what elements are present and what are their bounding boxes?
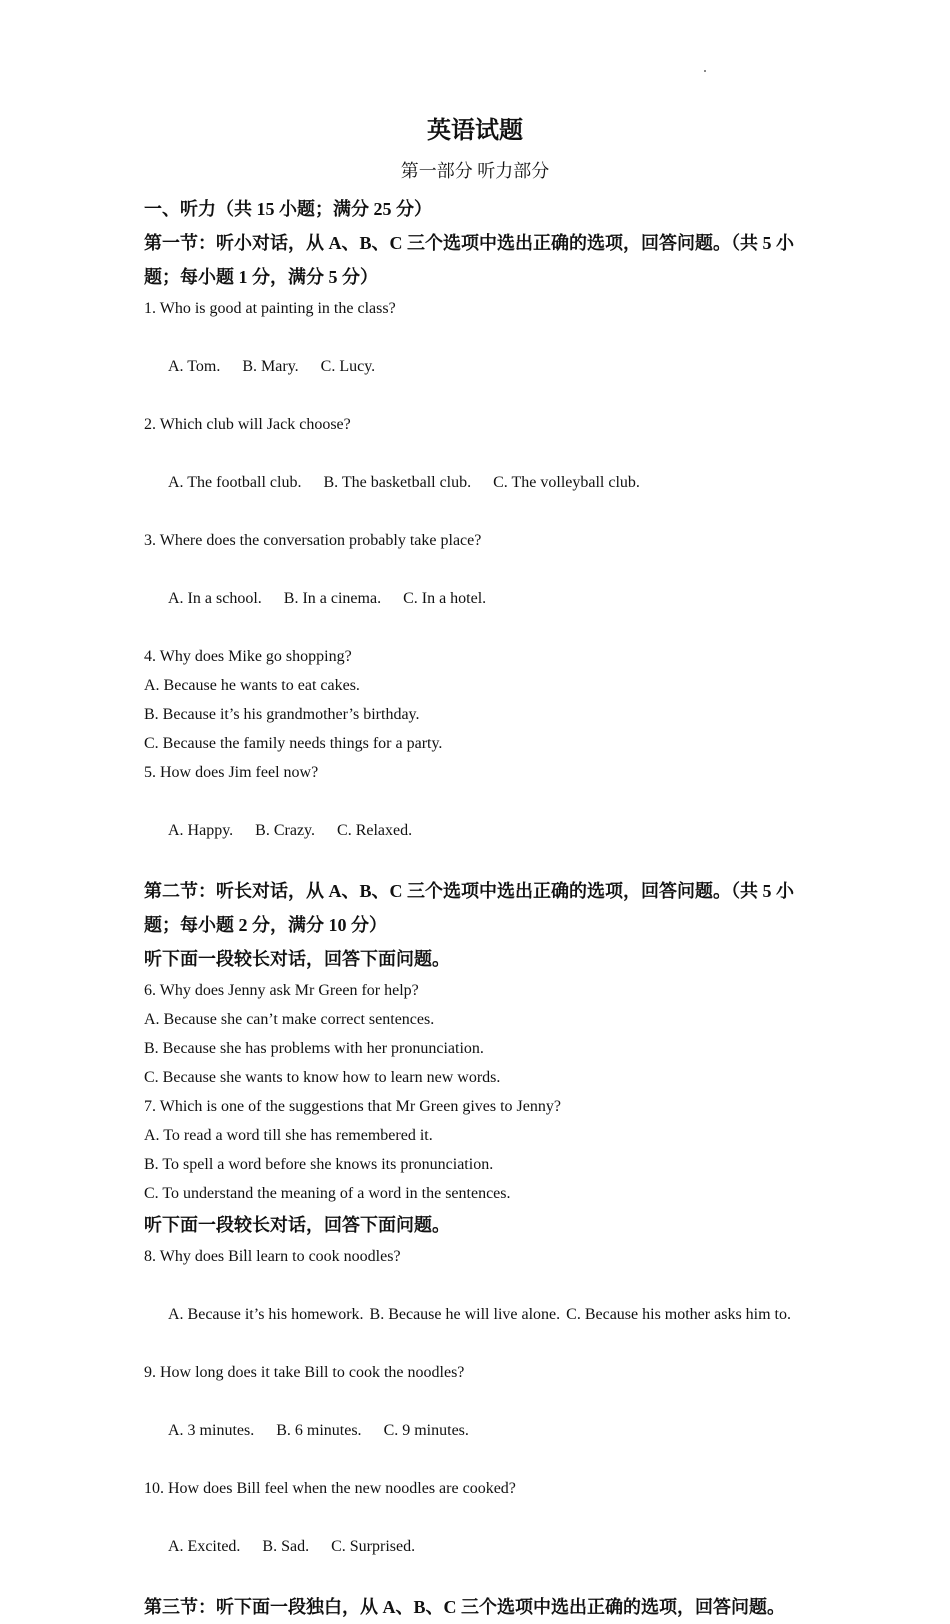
option: B. In a cinema. <box>283 590 382 607</box>
question-9: 9. How long does it take Bill to cook the noodles? <box>144 1364 465 1381</box>
option: B. Sad. <box>262 1538 310 1555</box>
question-6: 6. Why does Jenny ask Mr Green for help? <box>144 982 419 999</box>
option: B. Mary. <box>242 358 299 375</box>
dialog-intro: 听下面一段较长对话，回答下面问题。 <box>144 949 450 969</box>
question-3: 3. Where does the conversation probably take place? <box>144 532 482 549</box>
question-4-option-c: C. Because the family needs things for a party. <box>144 735 443 752</box>
option: A. Tom. <box>168 358 221 375</box>
option: A. The football club. <box>168 474 302 491</box>
question-7-option-c: C. To understand the meaning of a word in the sentences. <box>144 1185 511 1202</box>
option: C. Lucy. <box>320 358 376 375</box>
option: A. Happy. <box>168 822 234 839</box>
option: C. In a hotel. <box>403 590 487 607</box>
option: C. Relaxed. <box>337 822 413 839</box>
question-6-option-a: A. Because she can’t make correct sentences. <box>144 1011 435 1028</box>
option: A. 3 minutes. <box>168 1422 255 1439</box>
option: A. Because it’s his homework. <box>168 1306 364 1323</box>
question-8-options <box>144 1271 824 1358</box>
option: B. Crazy. <box>255 822 316 839</box>
subsection-heading: 第一节：听小对话，从 A、B、C 三个选项中选出正确的选项，回答问题。（共 5 小题；每小题 1 分，满分 5 分） <box>144 233 795 287</box>
question-7-option-a: A. To read a word till she has remembered it. <box>144 1127 433 1144</box>
exam-body <box>144 192 824 1624</box>
option: C. 9 minutes. <box>383 1422 469 1439</box>
option: B. 6 minutes. <box>276 1422 362 1439</box>
question-2: 2. Which club will Jack choose? <box>144 416 351 433</box>
question-1: 1. Who is good at painting in the class? <box>144 300 396 317</box>
question-7-option-b: B. To spell a word before she knows its pronunciation. <box>144 1156 494 1173</box>
question-4-option-b: B. Because it’s his grandmother’s birthday. <box>144 706 420 723</box>
option: B. Because he will live alone. <box>369 1306 561 1323</box>
question-10-options <box>144 1503 824 1590</box>
part-title: 第一部分 听力部分 <box>400 161 550 181</box>
question-4-option-a: A. Because he wants to eat cakes. <box>144 677 360 694</box>
scan-dot <box>704 70 706 72</box>
question-8: 8. Why does Bill learn to cook noodles? <box>144 1248 401 1265</box>
subsection-heading: 第三节：听下面一段独白，从 A、B、C 三个选项中选出正确的选项，回答问题。 <box>144 1597 786 1617</box>
option: A. Excited. <box>168 1538 241 1555</box>
question-5-options <box>144 787 824 874</box>
question-9-options <box>144 1387 824 1474</box>
page-title: 英语试题 <box>427 118 523 144</box>
section-heading: 一、听力（共 15 小题；满分 25 分） <box>144 199 432 219</box>
question-1-options <box>144 323 824 410</box>
option: C. The volleyball club. <box>493 474 640 491</box>
dialog-intro: 听下面一段较长对话，回答下面问题。 <box>144 1215 450 1235</box>
option: B. The basketball club. <box>323 474 472 491</box>
question-6-option-b: B. Because she has problems with her pronunciation. <box>144 1040 484 1057</box>
option: C. Surprised. <box>331 1538 416 1555</box>
question-5: 5. How does Jim feel now? <box>144 764 319 781</box>
question-4: 4. Why does Mike go shopping? <box>144 648 352 665</box>
question-2-options <box>144 439 824 526</box>
question-6-option-c: C. Because she wants to know how to learn new words. <box>144 1069 501 1086</box>
question-7: 7. Which is one of the suggestions that Mr Green gives to Jenny? <box>144 1098 561 1115</box>
option: C. Because his mother asks him to. <box>566 1306 791 1323</box>
question-10: 10. How does Bill feel when the new noodles are cooked? <box>144 1480 516 1497</box>
option: A. In a school. <box>168 590 262 607</box>
question-3-options <box>144 555 824 642</box>
subsection-heading: 第二节：听长对话，从 A、B、C 三个选项中选出正确的选项，回答问题。（共 5 小题；每小题 2 分，满分 10 分） <box>144 881 795 935</box>
